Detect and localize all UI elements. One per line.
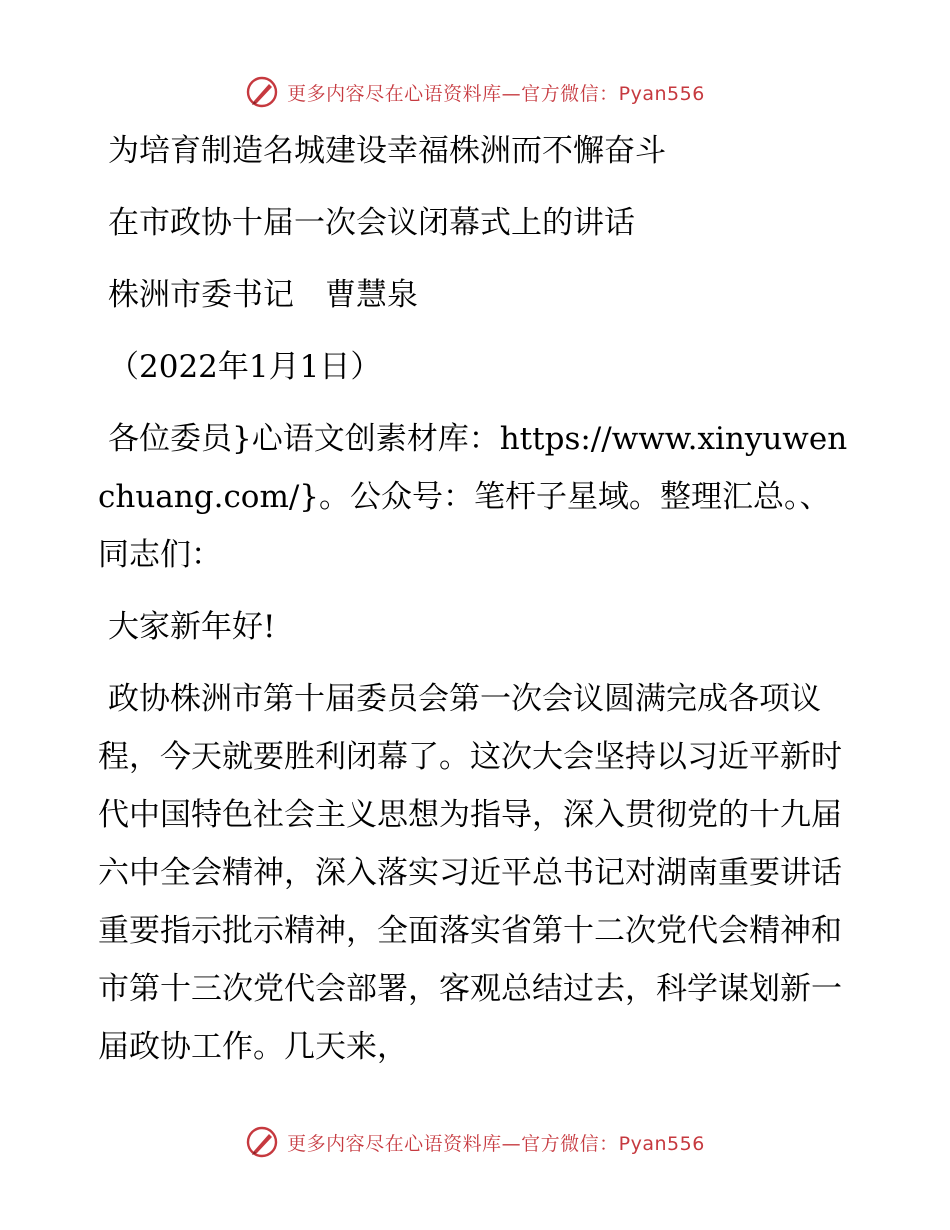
pen-logo-icon <box>245 75 279 109</box>
document-subtitle: 在市政协十届一次会议闭幕式上的讲话 <box>108 205 635 241</box>
document-body <box>98 122 853 1090</box>
salutation-paragraph: 各位委员}心语文创素材库：https://www.xinyuwenchuang.com/}。公众号：笔杆子星域。整理汇总。、同志们： <box>98 421 848 573</box>
document-title: 为培育制造名城建设幸福株洲而不懈奋斗 <box>108 133 666 169</box>
pen-logo-icon <box>245 1125 279 1159</box>
footer-banner <box>0 1122 950 1162</box>
document-date: （2022年1月1日） <box>108 349 382 385</box>
header-banner <box>0 72 950 112</box>
document-author: 株洲市委书记 曹慧泉 <box>108 277 418 313</box>
banner-text: 更多内容尽在心语资料库—官方微信：Pyan556 <box>287 82 705 105</box>
banner-text: 更多内容尽在心语资料库—官方微信：Pyan556 <box>287 1132 705 1155</box>
greeting-paragraph: 大家新年好! <box>108 609 276 645</box>
body-paragraph: 政协株洲市第十届委员会第一次会议圆满完成各项议程，今天就要胜利闭幕了。这次大会坚持以习近平新时代中国特色社会主义思想为指导，深入贯彻党的十九届六中全会精神，深入落实习近平总书记对湖南重要讲话重要指示批示精神，全面落实省第十二次党代会精神和市第十三次党代会部署，客观总结过去，科学谋划新一届政协工作。几天来， <box>98 681 842 1065</box>
